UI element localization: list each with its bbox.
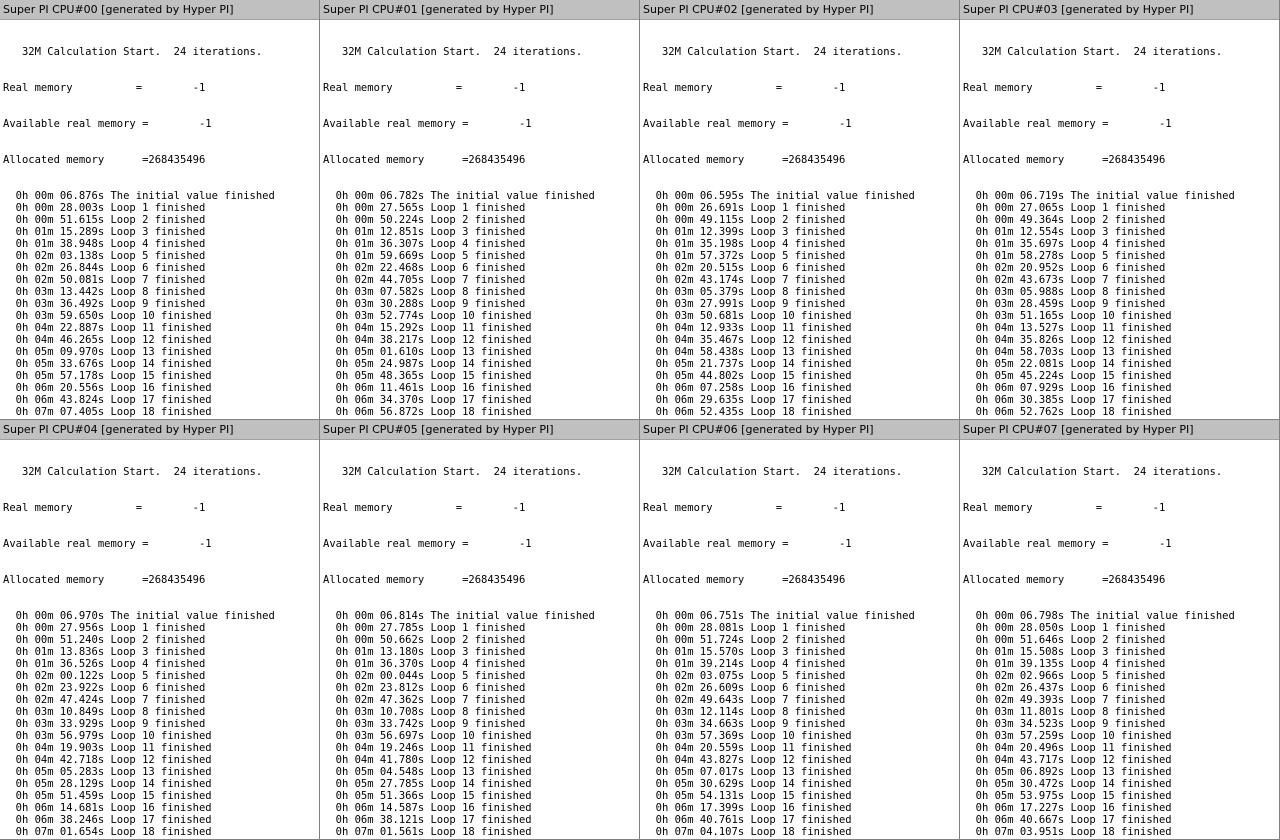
log-line: 0h 04m 43.717s Loop 12 finished [963,754,1172,766]
log-line: 0h 00m 27.956s Loop 1 finished [3,622,206,634]
calculation-start-line: 32M Calculation Start. 24 iterations. [323,466,583,478]
log-line: 0h 02m 03.138s Loop 5 finished [3,250,206,262]
log-line: 0h 03m 34.663s Loop 9 finished [643,718,846,730]
log-line: 0h 03m 51.165s Loop 10 finished [963,310,1172,322]
log-line: 0h 04m 43.827s Loop 12 finished [643,754,852,766]
log-line: 0h 06m 38.246s Loop 17 finished [3,814,212,826]
log-line: 0h 04m 15.292s Loop 11 finished [323,322,532,334]
console-output [960,440,1279,840]
allocated-memory-line: Allocated memory =268435496 [963,574,1166,586]
log-line: 0h 00m 06.719s The initial value finished [963,190,1235,202]
calculation-start-line: 32M Calculation Start. 24 iterations. [3,466,263,478]
log-line: 0h 02m 49.393s Loop 7 finished [963,694,1166,706]
log-line: 0h 05m 28.129s Loop 14 finished [3,778,212,790]
log-line: 0h 01m 13.180s Loop 3 finished [323,646,526,658]
log-line: 0h 03m 59.650s Loop 10 finished [3,310,212,322]
allocated-memory-line: Allocated memory =268435496 [963,154,1166,166]
real-memory-line: Real memory = -1 [3,502,206,514]
log-line: 0h 05m 22.081s Loop 14 finished [963,358,1172,370]
log-line: 0h 02m 20.515s Loop 6 finished [643,262,846,274]
log-line: 0h 05m 01.610s Loop 13 finished [323,346,532,358]
log-line: 0h 04m 35.467s Loop 12 finished [643,334,852,346]
console-output [0,20,319,420]
real-memory-line: Real memory = -1 [643,82,846,94]
console-output [640,440,959,840]
log-line: 0h 06m 11.461s Loop 16 finished [323,382,532,394]
log-line: 0h 05m 33.676s Loop 14 finished [3,358,212,370]
log-line: 0h 04m 42.718s Loop 12 finished [3,754,212,766]
log-line: 0h 02m 23.922s Loop 6 finished [3,682,206,694]
log-line: 0h 05m 27.785s Loop 14 finished [323,778,532,790]
log-line: 0h 02m 22.468s Loop 6 finished [323,262,526,274]
log-line: 0h 05m 54.131s Loop 15 finished [643,790,852,802]
log-line: 0h 04m 12.933s Loop 11 finished [643,322,852,334]
log-line: 0h 00m 06.751s The initial value finished [643,610,915,622]
superpi-window-cpu-05[interactable] [320,420,640,840]
real-memory-line: Real memory = -1 [963,82,1166,94]
log-line: 0h 02m 26.844s Loop 6 finished [3,262,206,274]
allocated-memory-line: Allocated memory =268435496 [323,154,526,166]
console-output [640,20,959,420]
log-line: 0h 06m 14.587s Loop 16 finished [323,802,532,814]
log-line: 0h 03m 05.988s Loop 8 finished [963,286,1166,298]
log-line: 0h 05m 04.548s Loop 13 finished [323,766,532,778]
calculation-start-line: 32M Calculation Start. 24 iterations. [643,46,903,58]
log-line: 0h 04m 13.527s Loop 11 finished [963,322,1172,334]
log-line: 0h 02m 47.424s Loop 7 finished [3,694,206,706]
log-line: 0h 01m 39.214s Loop 4 finished [643,658,846,670]
log-line: 0h 00m 27.065s Loop 1 finished [963,202,1166,214]
log-line: 0h 05m 05.283s Loop 13 finished [3,766,212,778]
log-line: 0h 02m 26.437s Loop 6 finished [963,682,1166,694]
log-line: 0h 00m 28.003s Loop 1 finished [3,202,206,214]
log-line: 0h 03m 12.114s Loop 8 finished [643,706,846,718]
log-line: 0h 05m 51.459s Loop 15 finished [3,790,212,802]
log-line: 0h 06m 17.399s Loop 16 finished [643,802,852,814]
window-title[interactable]: Super PI CPU#01 [generated by Hyper PI] [320,0,639,20]
iteration-log [963,190,1279,420]
log-line: 0h 00m 06.876s The initial value finished [3,190,275,202]
log-line: 0h 04m 46.265s Loop 12 finished [3,334,212,346]
log-line: 0h 03m 50.681s Loop 10 finished [643,310,852,322]
log-line: 0h 03m 57.369s Loop 10 finished [643,730,852,742]
log-line: 0h 03m 33.742s Loop 9 finished [323,718,526,730]
calculation-start-line: 32M Calculation Start. 24 iterations. [963,46,1223,58]
log-line: 0h 06m 38.121s Loop 17 finished [323,814,532,826]
log-line: 0h 03m 11.801s Loop 8 finished [963,706,1166,718]
log-line: 0h 03m 56.979s Loop 10 finished [3,730,212,742]
log-line: 0h 03m 36.492s Loop 9 finished [3,298,206,310]
allocated-memory-line: Allocated memory =268435496 [3,574,206,586]
real-memory-line: Real memory = -1 [323,82,526,94]
log-line: 0h 02m 00.122s Loop 5 finished [3,670,206,682]
calculation-start-line: 32M Calculation Start. 24 iterations. [963,466,1223,478]
real-memory-line: Real memory = -1 [3,82,206,94]
allocated-memory-line: Allocated memory =268435496 [643,574,846,586]
log-line: 0h 05m 30.472s Loop 14 finished [963,778,1172,790]
log-line: 0h 03m 30.288s Loop 9 finished [323,298,526,310]
window-title[interactable]: Super PI CPU#05 [generated by Hyper PI] [320,420,639,440]
log-line: 0h 04m 35.826s Loop 12 finished [963,334,1172,346]
log-line: 0h 00m 50.662s Loop 2 finished [323,634,526,646]
log-line: 0h 04m 20.496s Loop 11 finished [963,742,1172,754]
log-line: 0h 05m 30.629s Loop 14 finished [643,778,852,790]
log-line: 0h 06m 40.761s Loop 17 finished [643,814,852,826]
log-line: 0h 01m 58.278s Loop 5 finished [963,250,1166,262]
log-line: 0h 05m 21.737s Loop 14 finished [643,358,852,370]
superpi-window-cpu-01[interactable] [320,0,640,420]
log-line: 0h 02m 26.609s Loop 6 finished [643,682,846,694]
log-line: 0h 07m 03.951s Loop 18 finished [963,826,1172,838]
log-line: 0h 03m 05.379s Loop 8 finished [643,286,846,298]
log-line: 0h 06m 43.824s Loop 17 finished [3,394,212,406]
real-memory-line: Real memory = -1 [323,502,526,514]
log-line: 0h 01m 36.307s Loop 4 finished [323,238,526,250]
log-line: 0h 00m 27.785s Loop 1 finished [323,622,526,634]
log-line: 0h 01m 13.836s Loop 3 finished [3,646,206,658]
log-line: 0h 03m 10.849s Loop 8 finished [3,706,206,718]
log-line: 0h 00m 51.724s Loop 2 finished [643,634,846,646]
log-line: 0h 00m 26.691s Loop 1 finished [643,202,846,214]
log-line: 0h 07m 01.561s Loop 18 finished [323,826,532,838]
log-line: 0h 04m 38.217s Loop 12 finished [323,334,532,346]
log-line: 0h 06m 20.556s Loop 16 finished [3,382,212,394]
log-line: 0h 03m 07.582s Loop 8 finished [323,286,526,298]
log-line: 0h 01m 36.526s Loop 4 finished [3,658,206,670]
window-title[interactable]: Super PI CPU#07 [generated by Hyper PI] [960,420,1279,440]
console-output [320,20,639,420]
iteration-log [323,610,639,840]
console-output [0,440,319,840]
log-line: 0h 03m 10.708s Loop 8 finished [323,706,526,718]
log-line: 0h 04m 58.438s Loop 13 finished [643,346,852,358]
log-line: 0h 04m 19.246s Loop 11 finished [323,742,532,754]
console-output [320,440,639,840]
available-memory-line: Available real memory = -1 [643,118,852,130]
log-line: 0h 06m 52.435s Loop 18 finished [643,406,852,418]
log-line: 0h 05m 45.224s Loop 15 finished [963,370,1172,382]
log-line: 0h 06m 40.667s Loop 17 finished [963,814,1172,826]
log-line: 0h 00m 51.240s Loop 2 finished [3,634,206,646]
real-memory-line: Real memory = -1 [963,502,1166,514]
log-line: 0h 03m 28.459s Loop 9 finished [963,298,1166,310]
log-line: 0h 06m 07.929s Loop 16 finished [963,382,1172,394]
log-line: 0h 07m 01.654s Loop 18 finished [3,826,212,838]
log-line: 0h 05m 44.802s Loop 15 finished [643,370,852,382]
log-line: 0h 00m 49.115s Loop 2 finished [643,214,846,226]
log-line: 0h 00m 06.970s The initial value finished [3,610,275,622]
allocated-memory-line: Allocated memory =268435496 [323,574,526,586]
calculation-start-line: 32M Calculation Start. 24 iterations. [643,466,903,478]
log-line: 0h 00m 06.798s The initial value finished [963,610,1235,622]
log-line: 0h 05m 06.892s Loop 13 finished [963,766,1172,778]
log-line: 0h 02m 43.174s Loop 7 finished [643,274,846,286]
iteration-log [3,610,319,840]
log-line: 0h 03m 13.442s Loop 8 finished [3,286,206,298]
log-line: 0h 00m 06.595s The initial value finished [643,190,915,202]
superpi-window-cpu-04[interactable] [0,420,320,840]
iteration-log [323,190,639,420]
log-line: 0h 00m 06.814s The initial value finished [323,610,595,622]
log-line: 0h 05m 57.178s Loop 15 finished [3,370,212,382]
log-line: 0h 05m 51.366s Loop 15 finished [323,790,532,802]
log-line: 0h 00m 51.615s Loop 2 finished [3,214,206,226]
window-title[interactable]: Super PI CPU#04 [generated by Hyper PI] [0,420,319,440]
available-memory-line: Available real memory = -1 [323,538,532,550]
log-line: 0h 03m 33.929s Loop 9 finished [3,718,206,730]
available-memory-line: Available real memory = -1 [963,538,1172,550]
log-line: 0h 00m 27.565s Loop 1 finished [323,202,526,214]
log-line: 0h 04m 58.703s Loop 13 finished [963,346,1172,358]
log-line: 0h 06m 52.762s Loop 18 finished [963,406,1172,418]
log-line: 0h 01m 35.697s Loop 4 finished [963,238,1166,250]
log-line: 0h 02m 23.812s Loop 6 finished [323,682,526,694]
log-line: 0h 01m 15.508s Loop 3 finished [963,646,1166,658]
console-output [960,20,1279,420]
available-memory-line: Available real memory = -1 [643,538,852,550]
log-line: 0h 06m 29.635s Loop 17 finished [643,394,852,406]
log-line: 0h 04m 19.903s Loop 11 finished [3,742,212,754]
log-line: 0h 02m 44.705s Loop 7 finished [323,274,526,286]
log-line: 0h 06m 14.681s Loop 16 finished [3,802,212,814]
log-line: 0h 01m 15.289s Loop 3 finished [3,226,206,238]
log-line: 0h 07m 04.107s Loop 18 finished [643,826,852,838]
iteration-log [643,610,959,840]
log-line: 0h 06m 17.227s Loop 16 finished [963,802,1172,814]
log-line: 0h 05m 09.970s Loop 13 finished [3,346,212,358]
log-line: 0h 00m 06.782s The initial value finished [323,190,595,202]
log-line: 0h 03m 56.697s Loop 10 finished [323,730,532,742]
log-line: 0h 00m 28.081s Loop 1 finished [643,622,846,634]
log-line: 0h 03m 27.991s Loop 9 finished [643,298,846,310]
log-line: 0h 01m 59.669s Loop 5 finished [323,250,526,262]
iteration-log [963,610,1279,840]
superpi-window-cpu-07[interactable] [960,420,1280,840]
log-line: 0h 01m 15.570s Loop 3 finished [643,646,846,658]
log-line: 0h 00m 50.224s Loop 2 finished [323,214,526,226]
log-line: 0h 02m 00.044s Loop 5 finished [323,670,526,682]
calculation-start-line: 32M Calculation Start. 24 iterations. [3,46,263,58]
log-line: 0h 01m 57.372s Loop 5 finished [643,250,846,262]
log-line: 0h 03m 57.259s Loop 10 finished [963,730,1172,742]
log-line: 0h 01m 12.851s Loop 3 finished [323,226,526,238]
log-line: 0h 02m 03.075s Loop 5 finished [643,670,846,682]
calculation-start-line: 32M Calculation Start. 24 iterations. [323,46,583,58]
allocated-memory-line: Allocated memory =268435496 [3,154,206,166]
superpi-window-cpu-02[interactable] [640,0,960,420]
superpi-window-cpu-00[interactable] [0,0,320,420]
log-line: 0h 02m 20.952s Loop 6 finished [963,262,1166,274]
log-line: 0h 03m 34.523s Loop 9 finished [963,718,1166,730]
allocated-memory-line: Allocated memory =268435496 [643,154,846,166]
log-line: 0h 01m 38.948s Loop 4 finished [3,238,206,250]
iteration-log [643,190,959,420]
log-line: 0h 02m 49.643s Loop 7 finished [643,694,846,706]
log-line: 0h 05m 24.987s Loop 14 finished [323,358,532,370]
available-memory-line: Available real memory = -1 [3,118,212,130]
log-line: 0h 02m 43.673s Loop 7 finished [963,274,1166,286]
log-line: 0h 03m 52.774s Loop 10 finished [323,310,532,322]
log-line: 0h 04m 41.780s Loop 12 finished [323,754,532,766]
log-line: 0h 06m 07.258s Loop 16 finished [643,382,852,394]
log-line: 0h 05m 48.365s Loop 15 finished [323,370,532,382]
window-title[interactable]: Super PI CPU#02 [generated by Hyper PI] [640,0,959,20]
superpi-window-cpu-03[interactable] [960,0,1280,420]
log-line: 0h 06m 56.872s Loop 18 finished [323,406,532,418]
log-line: 0h 01m 36.370s Loop 4 finished [323,658,526,670]
available-memory-line: Available real memory = -1 [323,118,532,130]
log-line: 0h 02m 02.966s Loop 5 finished [963,670,1166,682]
log-line: 0h 01m 35.198s Loop 4 finished [643,238,846,250]
log-line: 0h 05m 53.975s Loop 15 finished [963,790,1172,802]
log-line: 0h 02m 47.362s Loop 7 finished [323,694,526,706]
real-memory-line: Real memory = -1 [643,502,846,514]
log-line: 0h 04m 22.887s Loop 11 finished [3,322,212,334]
log-line: 0h 01m 12.554s Loop 3 finished [963,226,1166,238]
log-line: 0h 06m 34.370s Loop 17 finished [323,394,532,406]
log-line: 0h 04m 20.559s Loop 11 finished [643,742,852,754]
log-line: 0h 05m 07.017s Loop 13 finished [643,766,852,778]
log-line: 0h 07m 07.405s Loop 18 finished [3,406,212,418]
available-memory-line: Available real memory = -1 [3,538,212,550]
log-line: 0h 01m 39.135s Loop 4 finished [963,658,1166,670]
log-line: 0h 01m 12.399s Loop 3 finished [643,226,846,238]
superpi-window-cpu-06[interactable] [640,420,960,840]
iteration-log [3,190,319,420]
log-line: 0h 02m 50.081s Loop 7 finished [3,274,206,286]
available-memory-line: Available real memory = -1 [963,118,1172,130]
log-line: 0h 00m 28.050s Loop 1 finished [963,622,1166,634]
log-line: 0h 06m 30.385s Loop 17 finished [963,394,1172,406]
log-line: 0h 00m 49.364s Loop 2 finished [963,214,1166,226]
window-title[interactable]: Super PI CPU#06 [generated by Hyper PI] [640,420,959,440]
window-title[interactable]: Super PI CPU#03 [generated by Hyper PI] [960,0,1279,20]
window-title[interactable]: Super PI CPU#00 [generated by Hyper PI] [0,0,319,20]
log-line: 0h 00m 51.646s Loop 2 finished [963,634,1166,646]
